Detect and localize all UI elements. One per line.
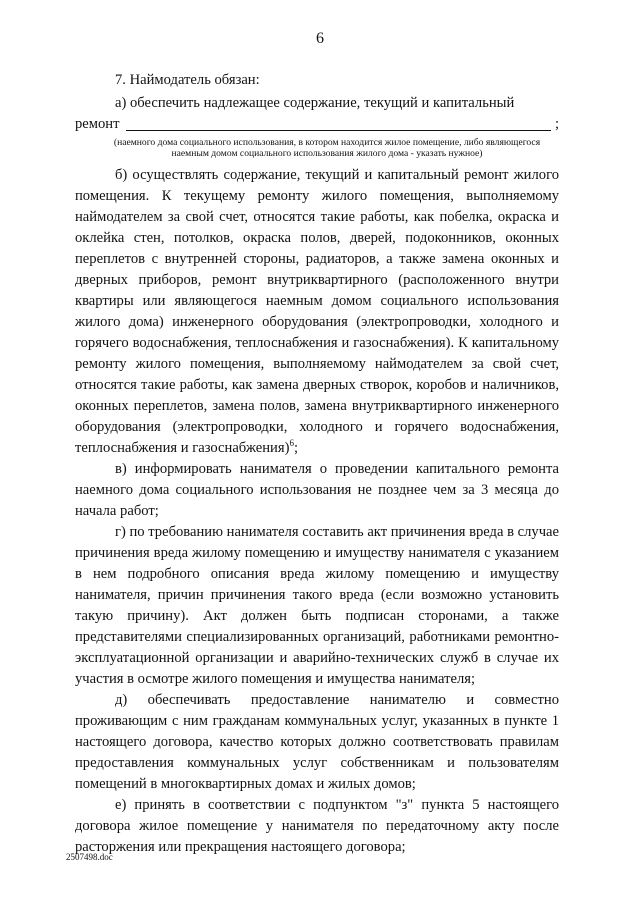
item-a: а) обеспечить надлежащее содержание, текущий и капитальный	[115, 95, 515, 111]
item-a-blank-label: ремонт	[75, 116, 120, 132]
item-g: г) по требованию нанимателя составить акт причинения вреда в случае причинения вреда жилому помещению и имуществу нанимателя с указанием в нем подробного описания вреда жилому помещению и имуществу нанимателя, причин причинения такого вреда (если возможно установить такую причину). Акт должен быть подписан сторонами, а также представителями специализированных организаций, работниками ремонтно-эксплуатационной организации и аварийно-технических служб в случае их участия в осмотре жилого помещения и имущества нанимателя;	[75, 524, 559, 687]
item-a-note: (наемного дома социального использования, в котором находится жилое помещение, либо являющегося наемным домом социального использования жилого дома - указать нужное)	[113, 137, 541, 159]
item-a-blank-line	[75, 114, 559, 135]
item-v: в) информировать нанимателя о проведении капитального ремонта наемного дома социального использования не позднее чем за 3 месяца до начала работ;	[75, 461, 559, 519]
item-a-blank-end: ;	[554, 116, 559, 132]
item-b	[75, 165, 559, 459]
item-d: д) обеспечивать предоставление нанимателю и совместно проживающим с ним гражданам коммунальных услуг, указанных в пункте 1 настоящего договора, качество которых должно соответствовать правилам предоставления коммунальных услуг собственникам и пользователям помещений в многоквартирных домах и жилых домов;	[75, 692, 559, 792]
document-body	[75, 70, 559, 858]
item-e: е) принять в соответствии с подпунктом "з" пункта 5 настоящего договора жилое помещение у нанимателя по передаточному акту после расторжения или прекращения настоящего договора;	[75, 797, 559, 855]
footnote-ref: 6	[289, 438, 294, 449]
item-b-end: ;	[293, 440, 298, 456]
page-number: 6	[316, 30, 324, 47]
section-heading: 7. Наймодатель обязан:	[115, 72, 260, 88]
footer-filename: 2507498.doc	[66, 852, 113, 862]
blank-underline	[126, 116, 551, 131]
item-b-text: б) осуществлять содержание, текущий и капитальный ремонт жилого помещения. К текущему ремонту жилого помещения, выполняемому наймодателем за свой счет, относятся такие работы, как побелка, окраска и оклейка стен, потолков, окраска полов, дверей, подоконников, оконных переплетов с внутренней стороны, радиаторов, а также замена оконных и дверных приборов, ремонт внутриквартирного (расположенного внутри квартиры или являющегося наемным домом социального использования жилого дома) инженерного оборудования (электропроводки, холодного и горячего водоснабжения, теплоснабжения и газоснабжения). К капитальному ремонту жилого помещения, выполняемому наймодателем за свой счет, относятся такие работы, как замена дверных створок, коробов и наличников, оконных переплетов, замена полов, замена внутриквартирного инженерного оборудования (электропроводки, холодного и горячего водоснабжения, теплоснабжения и газоснабжения)	[75, 167, 559, 456]
